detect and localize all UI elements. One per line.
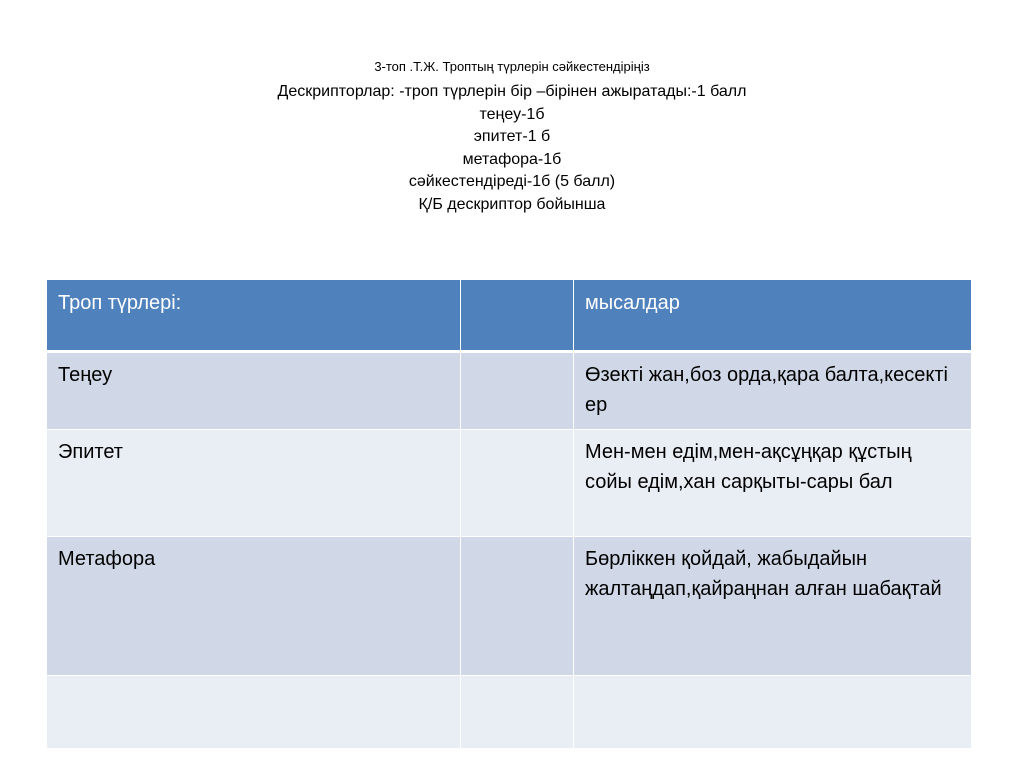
- table-cell: [461, 352, 574, 430]
- table-cell: [47, 676, 461, 749]
- descriptor-line: Қ/Б дескриптор бойынша: [418, 195, 606, 213]
- slide-subtitle: 3-топ .Т.Ж. Троптың түрлерін сәйкестендіріңіз: [374, 59, 650, 74]
- table-cell: Бөрліккен қойдай, жабыдайын жалтаңдап,қайраңнан алған шабақтай: [574, 537, 972, 676]
- table-header-row: [47, 280, 972, 352]
- table-cell: Метафора: [47, 537, 461, 676]
- table-row: [47, 430, 972, 537]
- table-row: [47, 537, 972, 676]
- table-cell: [574, 676, 972, 749]
- header-cell-trope-types: Троп түрлері:: [47, 280, 461, 352]
- table-cell: [461, 430, 574, 537]
- descriptor-line: Дескрипторлар: -троп түрлерін бір –бірінен ажыратады:-1 балл: [277, 83, 747, 100]
- table-row: [47, 676, 972, 749]
- descriptor-line: эпитет-1 б: [473, 128, 551, 145]
- table-cell: Эпитет: [47, 430, 461, 537]
- trope-table: [46, 279, 972, 749]
- descriptor-line: сәйкестендіреді-1б (5 балл): [408, 173, 616, 190]
- table-cell: [461, 537, 574, 676]
- descriptor-line: метафора-1б: [462, 150, 562, 168]
- table-cell: Теңеу: [47, 352, 461, 430]
- table-cell: [461, 676, 574, 749]
- slide-title: [0, 56, 1024, 216]
- table-row: [47, 352, 972, 430]
- table-cell: Мен-мен едім,мен-ақсұңқар құстың сойы едім,хан сарқыты-сары бал: [574, 430, 972, 537]
- header-cell-empty: [461, 280, 574, 352]
- descriptor-line: теңеу-1б: [479, 105, 545, 123]
- header-cell-examples: мысалдар: [574, 280, 972, 352]
- table-cell: Өзекті жан,боз орда,қара балта,кесекті ер: [574, 352, 972, 430]
